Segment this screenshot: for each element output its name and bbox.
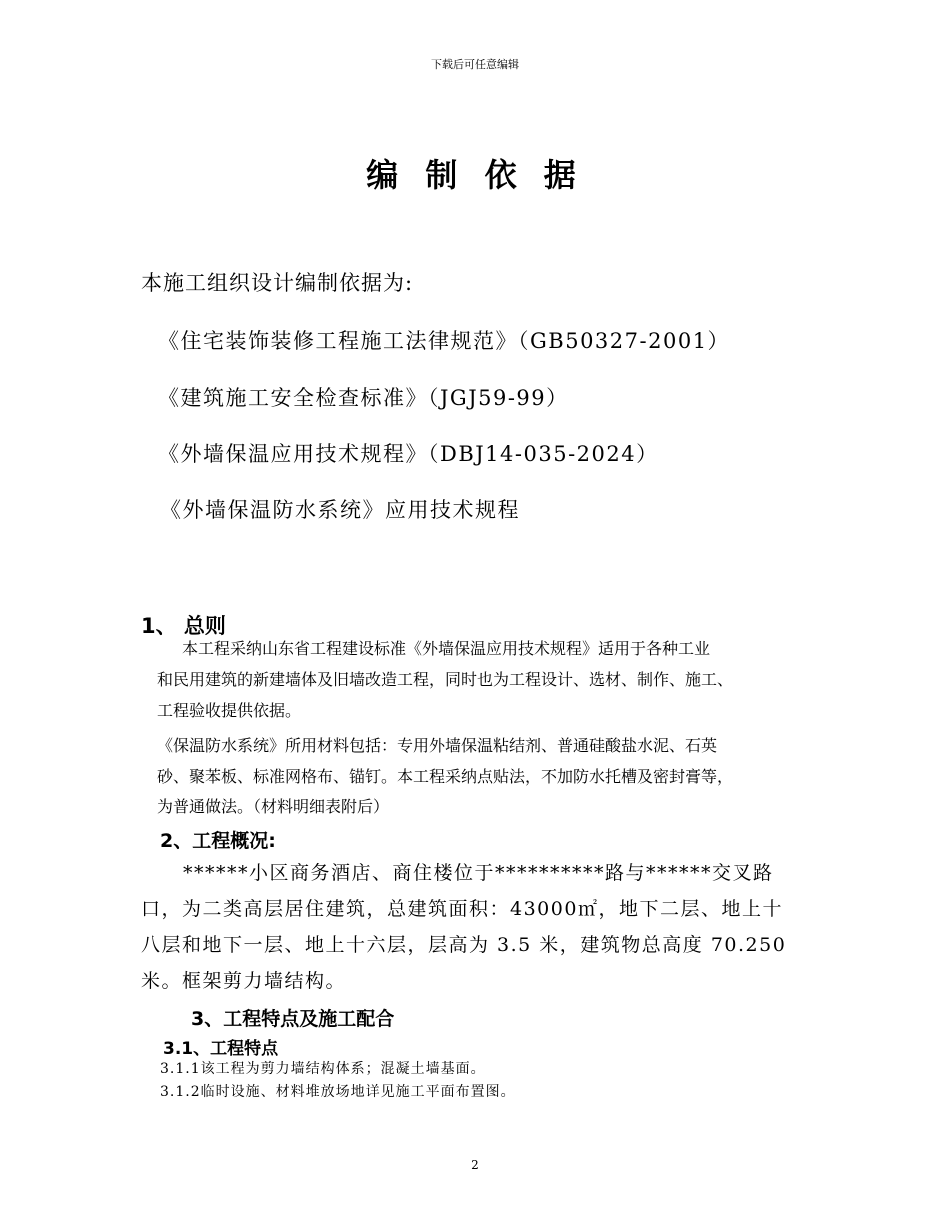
page-number: 2 xyxy=(471,1158,479,1172)
section-1-line: 《保温防水系统》所用材料包括：专用外墙保温粘结剂、普通硅酸盐水泥、石英 xyxy=(157,736,718,755)
section-1-line: 本工程采纳山东省工程建设标准《外墙保温应用技术规程》适用于各种工业 xyxy=(182,639,711,658)
section-1-line: 工程验收提供依据。 xyxy=(157,701,302,720)
standard-item: 《建筑施工安全检查标准》（JGJ59-99） xyxy=(158,386,569,410)
standard-item: 《外墙保温防水系统》应用技术规程 xyxy=(160,498,520,522)
section-3-heading: 3、工程特点及施工配合 xyxy=(191,1008,395,1030)
section-2-line: ******小区商务酒店、商住楼位于**********路与******交叉路 xyxy=(183,862,774,884)
section-3-item: 3.1.1该工程为剪力墙结构体系；混凝土墙基面。 xyxy=(160,1061,486,1077)
section-2-line: 口，为二类高层居住建筑，总建筑面积：43000㎡，地下二层、地上十 xyxy=(141,898,783,920)
section-2-heading: 2、工程概况: xyxy=(160,830,276,852)
section-3-1-heading: 3.1、工程特点 xyxy=(163,1039,279,1059)
section-2-line: 八层和地下一层、地上十六层，层高为 3.5 米，建筑物总高度 70.250 xyxy=(141,934,787,956)
section-3-item: 3.1.2临时设施、材料堆放场地详见施工平面布置图。 xyxy=(160,1084,516,1100)
page-header: 下载后可任意编辑 xyxy=(431,58,519,71)
section-1-heading: 1、 总则 xyxy=(141,614,226,638)
intro-text: 本施工组织设计编制依据为: xyxy=(141,271,414,295)
page-title: 编 制 依 据 xyxy=(366,156,584,194)
section-1-line: 为普通做法。（材料明细表附后） xyxy=(157,797,390,816)
section-1-line: 和民用建筑的新建墙体及旧墙改造工程，同时也为工程设计、选材、制作、施工、 xyxy=(157,670,734,689)
section-1-line: 砂、聚苯板、标准网格布、锚钉。本工程采纳点贴法，不加防水托槽及密封膏等， xyxy=(157,767,734,786)
standard-item: 《外墙保温应用技术规程》（DBJ14-035-2024） xyxy=(158,442,659,466)
section-2-line: 米。框架剪力墙结构。 xyxy=(141,970,347,992)
standard-item: 《住宅装饰装修工程施工法律规范》（GB50327-2001） xyxy=(158,329,731,353)
